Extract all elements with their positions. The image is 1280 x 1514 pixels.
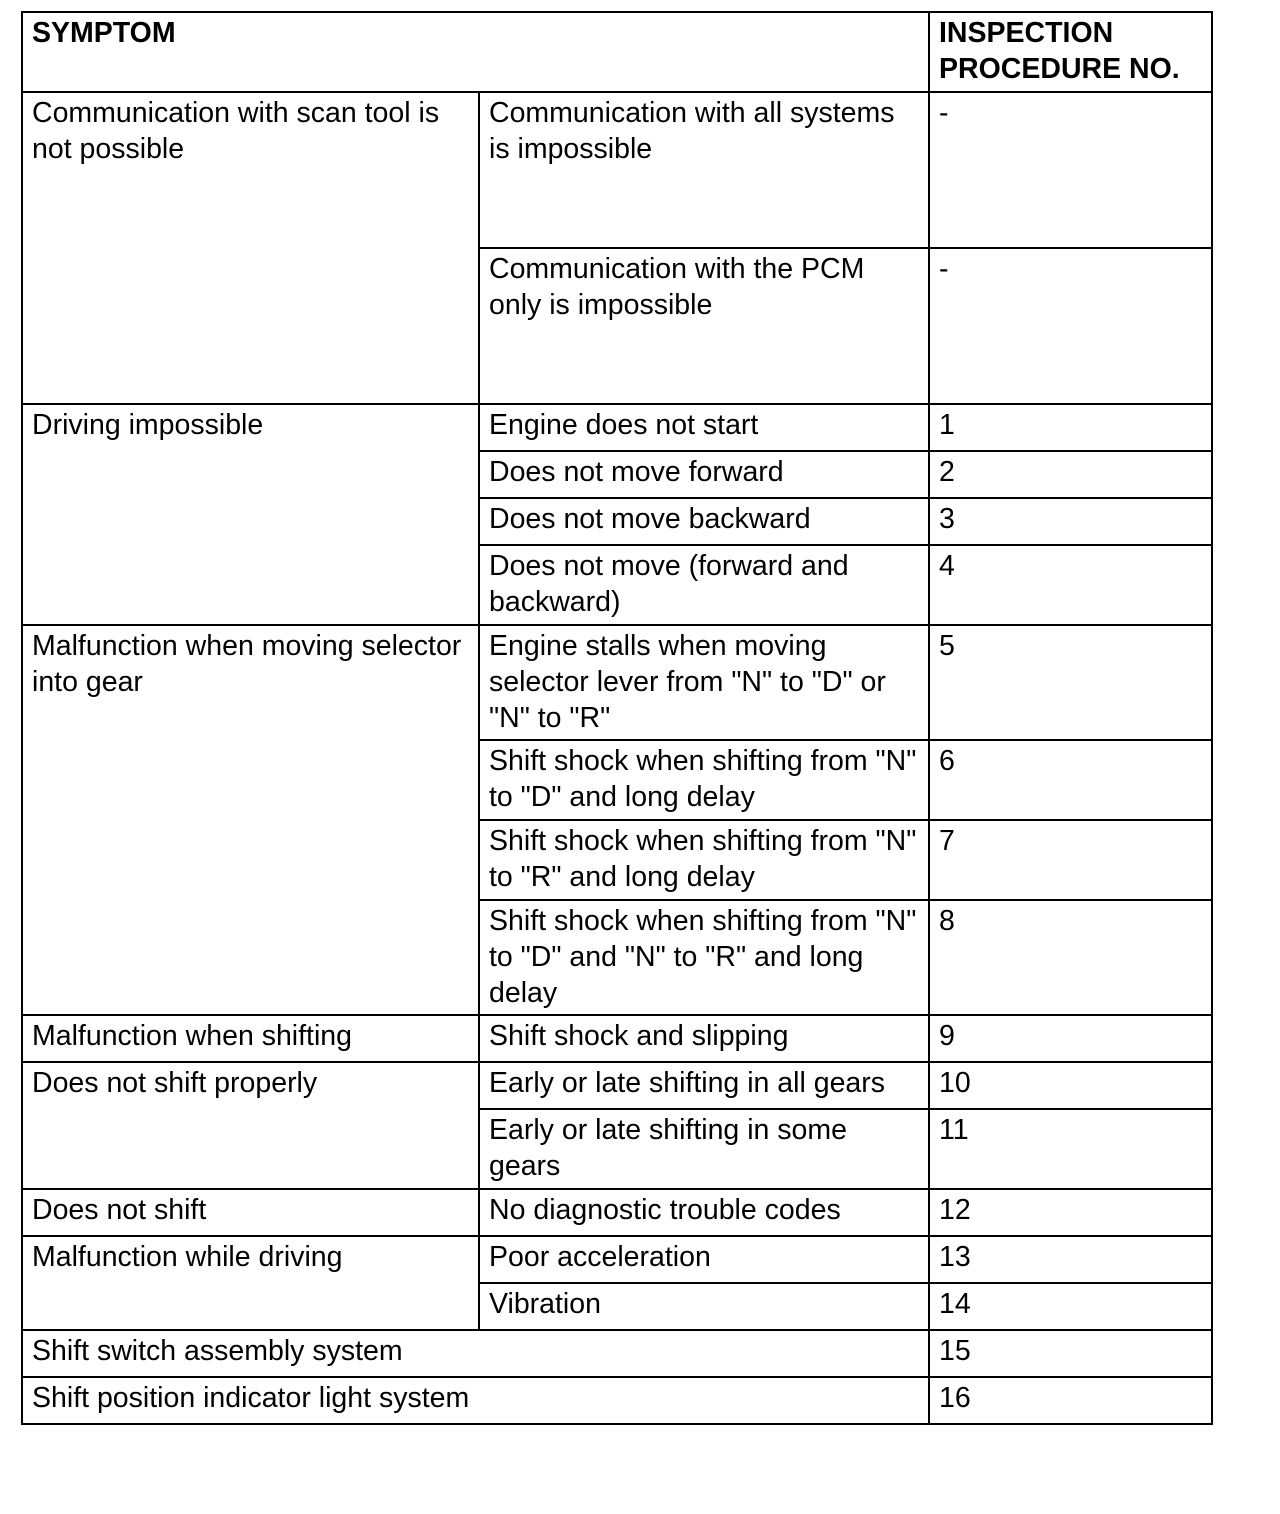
procedure-cell: 15 <box>929 1330 1212 1377</box>
table-row <box>22 1062 1212 1109</box>
symptom-cell: Does not shift properly <box>22 1062 479 1189</box>
symptom-cell: Malfunction when shifting <box>22 1015 479 1062</box>
procedure-cell: 4 <box>929 545 1212 625</box>
procedure-cell: 16 <box>929 1377 1212 1424</box>
detail-cell: Shift shock and slipping <box>479 1015 929 1062</box>
procedure-cell: 1 <box>929 404 1212 451</box>
table-row <box>22 1377 1212 1424</box>
detail-cell: Vibration <box>479 1283 929 1330</box>
procedure-cell: 9 <box>929 1015 1212 1062</box>
detail-cell: Communication with the PCM only is impossible <box>479 248 929 404</box>
table-row <box>22 92 1212 248</box>
procedure-cell: 14 <box>929 1283 1212 1330</box>
detail-cell: Poor acceleration <box>479 1236 929 1283</box>
procedure-cell: - <box>929 92 1212 248</box>
symptom-cell: Communication with scan tool is not possible <box>22 92 479 404</box>
procedure-cell: 8 <box>929 900 1212 1015</box>
procedure-cell: 6 <box>929 740 1212 820</box>
detail-cell: Early or late shifting in all gears <box>479 1062 929 1109</box>
detail-cell: Early or late shifting in some gears <box>479 1109 929 1189</box>
table-row <box>22 1330 1212 1377</box>
procedure-cell: 7 <box>929 820 1212 900</box>
detail-cell: Shift shock when shifting from "N" to "D" and "N" to "R" and long delay <box>479 900 929 1015</box>
symptom-cell: Malfunction when moving selector into gear <box>22 625 479 1015</box>
procedure-cell: 2 <box>929 451 1212 498</box>
table-row <box>22 1236 1212 1283</box>
detail-cell: Engine stalls when moving selector lever from "N" to "D" or "N" to "R" <box>479 625 929 740</box>
procedure-cell: 10 <box>929 1062 1212 1109</box>
table-row <box>22 404 1212 451</box>
detail-cell: Does not move (forward and backward) <box>479 545 929 625</box>
symptom-cell: Driving impossible <box>22 404 479 625</box>
symptom-cell: Malfunction while driving <box>22 1236 479 1330</box>
detail-cell: Communication with all systems is impossible <box>479 92 929 248</box>
detail-cell: Shift shock when shifting from "N" to "D" and long delay <box>479 740 929 820</box>
procedure-cell: 13 <box>929 1236 1212 1283</box>
detail-cell: Shift shock when shifting from "N" to "R" and long delay <box>479 820 929 900</box>
procedure-cell: 3 <box>929 498 1212 545</box>
procedure-cell: 11 <box>929 1109 1212 1189</box>
symptom-table <box>21 11 1213 1425</box>
table-row <box>22 625 1212 740</box>
procedure-cell: 5 <box>929 625 1212 740</box>
table-row <box>22 1015 1212 1062</box>
procedure-cell: 12 <box>929 1189 1212 1236</box>
detail-cell: Does not move backward <box>479 498 929 545</box>
detail-cell: No diagnostic trouble codes <box>479 1189 929 1236</box>
header-procedure: INSPECTION PROCEDURE NO. <box>929 12 1212 92</box>
detail-cell: Engine does not start <box>479 404 929 451</box>
symptom-cell: Shift position indicator light system <box>22 1377 929 1424</box>
header-symptom: SYMPTOM <box>22 12 929 92</box>
symptom-cell: Shift switch assembly system <box>22 1330 929 1377</box>
symptom-cell: Does not shift <box>22 1189 479 1236</box>
detail-cell: Does not move forward <box>479 451 929 498</box>
table-row <box>22 1189 1212 1236</box>
procedure-cell: - <box>929 248 1212 404</box>
table-header-row <box>22 12 1212 92</box>
